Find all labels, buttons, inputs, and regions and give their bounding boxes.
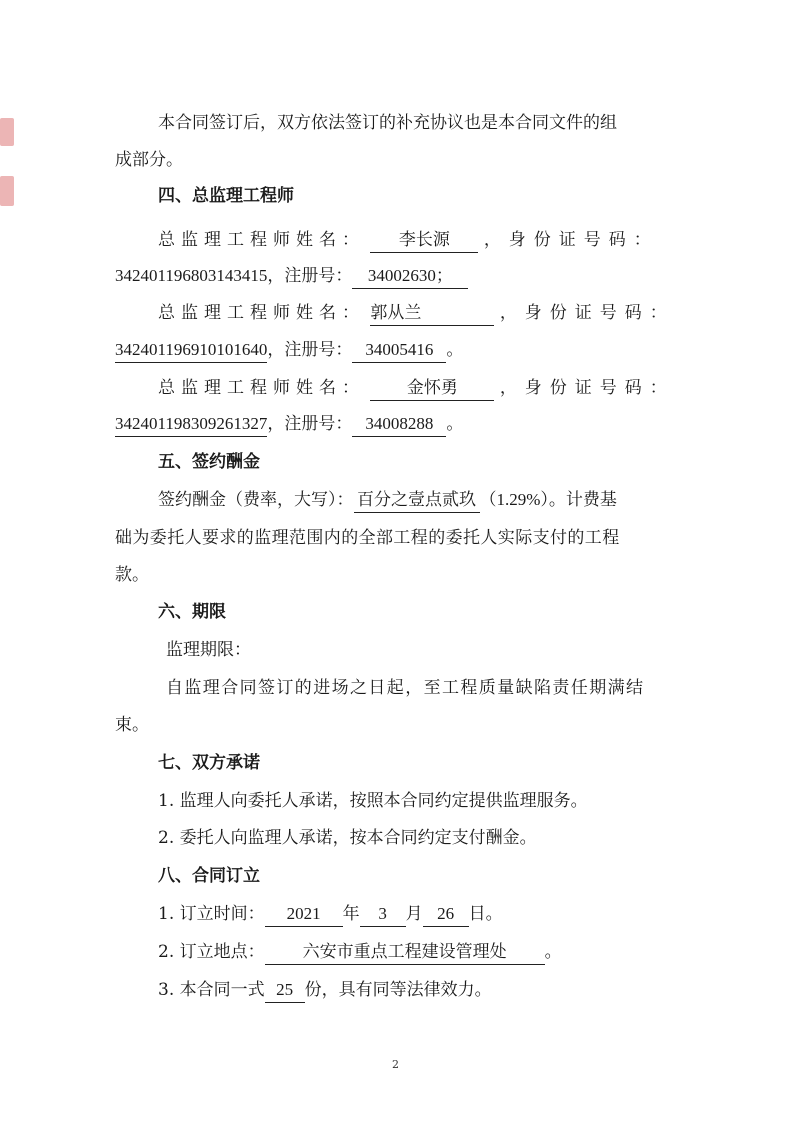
term-label: 监理期限： (166, 640, 251, 660)
engineer-label: 总监理工程师姓名： (158, 378, 365, 398)
copies-count: 25 (265, 978, 305, 1003)
id-number: 342401196803143415 (115, 266, 268, 285)
engineer-name: 李长源 (370, 228, 478, 253)
copies-suffix: 份，具有同等法律效力。 (304, 980, 492, 1000)
copies-line (158, 978, 492, 1003)
page-number: 2 (392, 1058, 399, 1071)
line-end: 。 (446, 340, 464, 359)
reg-number: 34008288 (352, 412, 446, 437)
sign-place: 六安市重点工程建设管理处 (265, 940, 545, 965)
intro-line-1: 本合同签订后，双方依法签订的补充协议也是本合同文件的组 (158, 113, 617, 133)
fee-prefix: 签约酬金（费率，大写）： (158, 490, 354, 510)
time-label: 1. 订立时间： (158, 904, 265, 924)
sign-place-line (158, 940, 562, 965)
promise-item-1: 1. 监理人向委托人承诺，按照本合同约定提供监理服务。 (158, 791, 588, 811)
edge-stamp-mark (0, 176, 14, 206)
fee-line-2: 础为委托人要求的监理范围内的全部工程的委托人实际支付的工程 (115, 528, 620, 548)
fee-text: 。计费基 (548, 490, 617, 510)
section-8-heading: 八、合同订立 (158, 866, 260, 886)
reg-label: ，注册号： (267, 266, 353, 285)
id-number: 342401196910101640 (115, 338, 267, 363)
sign-day: 26 (423, 902, 469, 927)
engineer-label: 总监理工程师姓名： (158, 303, 365, 323)
engineer-label: 总监理工程师姓名： (158, 230, 365, 250)
fee-line-3: 款。 (115, 565, 149, 585)
edge-stamp-mark (0, 118, 14, 146)
sign-month: 3 (360, 902, 406, 927)
copies-prefix: 3. 本合同一式 (158, 980, 265, 1000)
reg-number: 34002630； (352, 264, 468, 289)
intro-line-2: 成部分。 (115, 150, 183, 170)
place-label: 2. 订立地点： (158, 942, 265, 962)
engineer-3-id-line (115, 412, 463, 437)
section-4-heading: 四、总监理工程师 (158, 186, 294, 206)
engineer-2-id-line (115, 338, 463, 363)
term-line-1: 自监理合同签订的进场之日起，至工程质量缺陷责任期满结 (166, 678, 645, 698)
engineer-1-line (158, 228, 678, 253)
fee-rate-words: 百分之壹点贰玖 (354, 488, 480, 513)
line-end: 。 (446, 414, 464, 433)
engineer-1-id-line (115, 264, 468, 289)
reg-label: ，注册号： (267, 414, 353, 433)
sign-year: 2021 (265, 902, 343, 927)
fee-rate-number: （1.29%） (479, 490, 549, 509)
id-label: ，身份证号码： (499, 303, 675, 323)
id-label: ，身份证号码： (499, 378, 675, 398)
engineer-name: 郭从兰 (370, 301, 494, 326)
month-unit: 月 (405, 904, 423, 924)
day-unit: 日。 (468, 904, 503, 924)
promise-item-2: 2. 委托人向监理人承诺，按本合同约定支付酬金。 (158, 828, 537, 848)
section-6-heading: 六、期限 (158, 602, 226, 622)
reg-number: 34005416 (352, 338, 446, 363)
term-line-2: 束。 (115, 715, 149, 735)
year-unit: 年 (342, 904, 360, 924)
section-5-heading: 五、签约酬金 (158, 452, 260, 472)
fee-line-1 (158, 488, 617, 513)
engineer-3-line (158, 376, 678, 401)
place-end: 。 (544, 942, 562, 962)
reg-label: ，注册号： (267, 340, 353, 359)
engineer-2-line (158, 301, 678, 326)
sign-time-line (158, 902, 503, 927)
engineer-name: 金怀勇 (370, 376, 494, 401)
section-7-heading: 七、双方承诺 (158, 753, 260, 773)
id-label: ，身份证号码： (483, 230, 659, 250)
id-number: 342401198309261327 (115, 412, 267, 437)
